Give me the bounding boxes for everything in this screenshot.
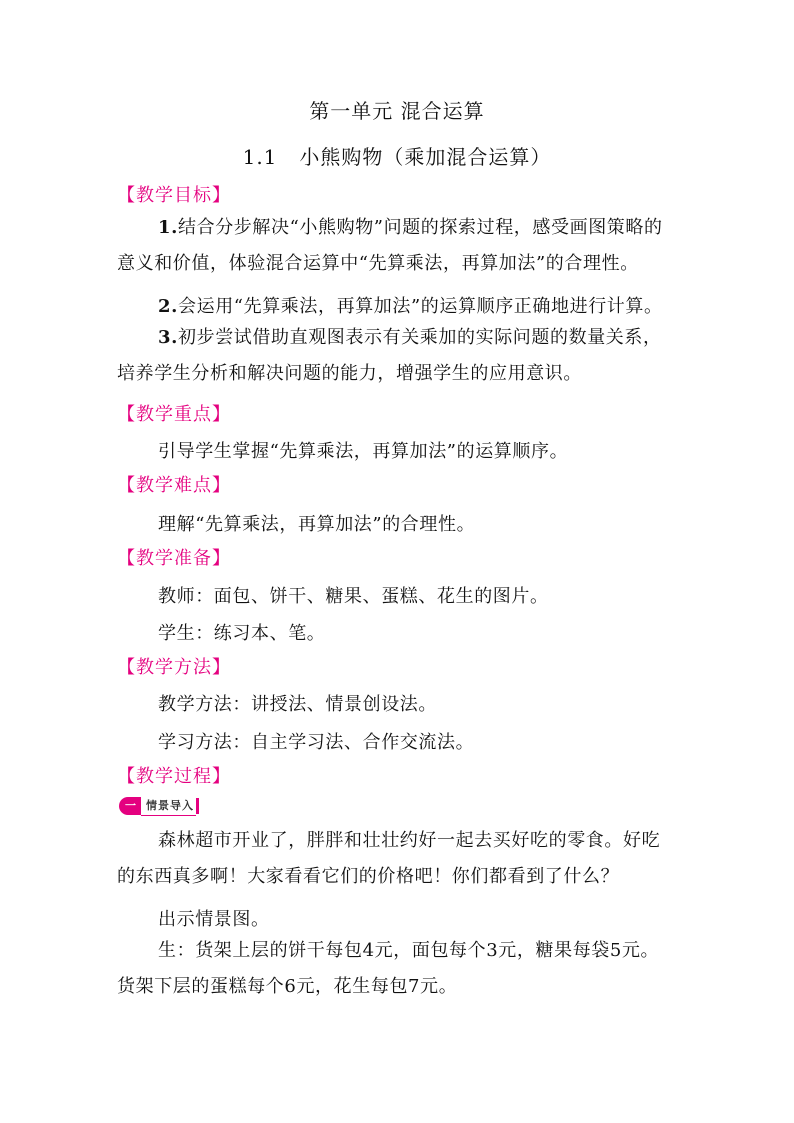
method-teaching: 教学方法：讲授法、情景创设法。 <box>158 694 437 715</box>
unit-title: 第一单元 混合运算 <box>309 99 485 123</box>
prep-student: 学生：练习本、笔。 <box>158 623 326 644</box>
goal-3-number: 3. <box>158 327 178 348</box>
process-paragraph-3-text: 生：货架上层的饼干每包4元，面包每个3元，糖果每袋5元。货架下层的蛋糕每个6元，花生每包7元。 <box>117 940 660 997</box>
goal-2 <box>158 292 663 318</box>
process-paragraph-1-text: 森林超市开业了，胖胖和壮壮约好一起去买好吃的零食。好吃的东西真多啊！大家看看它们的价格吧！你们都看到了什么？ <box>117 830 661 887</box>
intro-tag-number: 一 <box>119 797 141 815</box>
goal-1 <box>117 210 677 282</box>
lesson-number: 1.1 <box>242 145 278 169</box>
difficulty-text: 理解“先算乘法，再算加法”的合理性。 <box>158 514 476 535</box>
heading-process: 【教学过程】 <box>117 766 231 787</box>
process-paragraph-3 <box>117 933 677 1005</box>
intro-tag-label: 情景导入 <box>141 797 196 816</box>
goal-1-number: 1. <box>158 217 178 238</box>
goal-1-text: 结合分步解决“小熊购物”问题的探索过程，感受画图策略的意义和价值，体验混合运算中“先算乘法，再算加法”的合理性。 <box>117 217 663 274</box>
heading-preparation: 【教学准备】 <box>117 548 231 569</box>
heading-key-point: 【教学重点】 <box>117 404 231 425</box>
key-point-text: 引导学生掌握“先算乘法，再算加法”的运算顺序。 <box>158 441 569 462</box>
process-paragraph-1 <box>117 823 677 895</box>
method-learning: 学习方法：自主学习法、合作交流法。 <box>158 732 475 753</box>
prep-teacher: 教师：面包、饼干、糖果、蛋糕、花生的图片。 <box>158 586 549 607</box>
heading-methods: 【教学方法】 <box>117 657 231 678</box>
goal-3 <box>117 320 677 392</box>
goal-2-number: 2. <box>158 296 178 317</box>
lesson-title <box>0 141 794 170</box>
heading-teaching-goals: 【教学目标】 <box>117 185 231 206</box>
goal-3-text: 初步尝试借助直观图表示有关乘加的实际问题的数量关系，培养学生分析和解决问题的能力，增强学生的应用意识。 <box>117 327 662 384</box>
heading-difficulty: 【教学难点】 <box>117 475 231 496</box>
lesson-name: 小熊购物（乘加混合运算） <box>299 145 552 169</box>
process-paragraph-2: 出示情景图。 <box>158 909 270 930</box>
intro-section-tag <box>119 797 199 815</box>
goal-2-text: 会运用“先算乘法，再算加法”的运算顺序正确地进行计算。 <box>178 296 663 317</box>
intro-tag-end-bar <box>196 798 199 814</box>
